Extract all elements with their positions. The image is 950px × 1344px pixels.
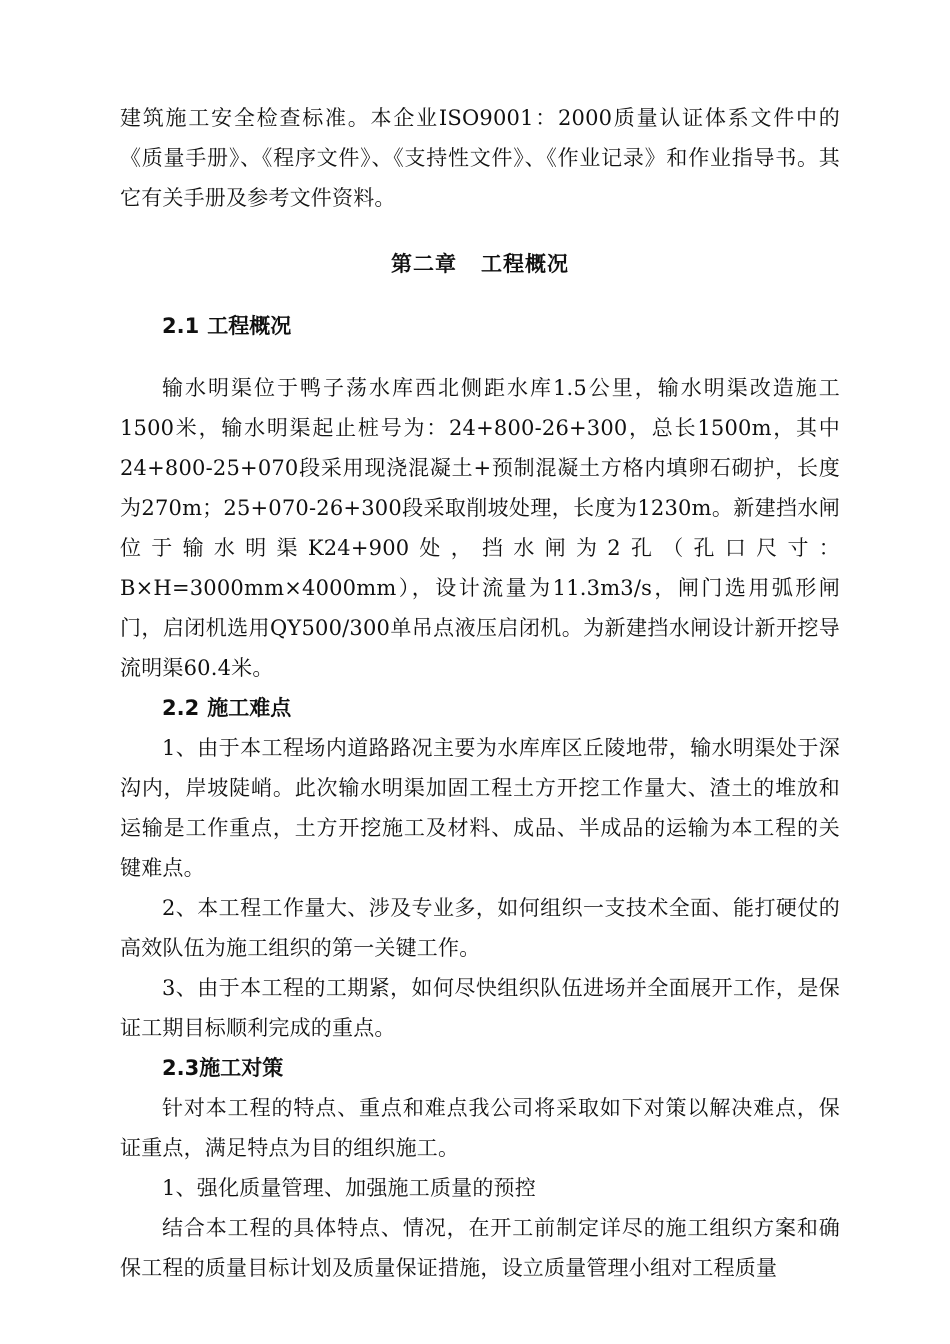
document-page bbox=[120, 98, 840, 1288]
section-heading-2-3 bbox=[120, 1048, 840, 1088]
section-title: 施工难点 bbox=[207, 696, 292, 720]
section-number: 2.1 bbox=[162, 314, 200, 338]
section-heading-2-1 bbox=[120, 306, 840, 346]
section-2-2-paragraph-3: 3、由于本工程的工期紧，如何尽快组织队伍进场并全面展开工作，是保证工期目标顺利完成的重点。 bbox=[120, 976, 840, 1040]
intro-paragraph: 建筑施工安全检查标准。本企业ISO9001：2000质量认证体系文件中的《质量手册》、《程序文件》、《支持性文件》、《作业记录》和作业指导书。其它有关手册及参考文件资料。 bbox=[120, 106, 840, 210]
section-2-3-paragraph-3: 结合本工程的具体特点、情况，在开工前制定详尽的施工组织方案和确保工程的质量目标计划及质量保证措施，设立质量管理小组对工程质量 bbox=[120, 1216, 840, 1280]
section-2-1-paragraph-1: 输水明渠位于鸭子荡水库西北侧距水库1.5公里，输水明渠改造施工1500米，输水明渠起止桩号为：24+800-26+300，总长1500m，其中24+800-25+070段采用现浇混凝土+预制混凝土方格内填卵石砌护，长度为270m；25+070-26+300段采取削坡处理，长度为1230m。新建挡水闸位于输水明渠K24+900处，挡水闸为2孔（孔口尺寸：B×H=3000mm×4000mm），设计流量为11.3m3/s，闸门选用弧形闸门，启闭机选用QY500/300单吊点液压启闭机。为新建挡水闸设计新开挖导流明渠60.4米。 bbox=[120, 376, 840, 680]
section-2-3-paragraph-1: 针对本工程的特点、重点和难点我公司将采取如下对策以解决难点，保证重点，满足特点为目的组织施工。 bbox=[120, 1096, 840, 1160]
section-2-2-paragraph-2: 2、本工程工作量大、涉及专业多，如何组织一支技术全面、能打硬仗的高效队伍为施工组织的第一关键工作。 bbox=[120, 896, 840, 960]
chapter-number: 第二章 bbox=[391, 252, 457, 276]
section-number: 2.2 bbox=[162, 696, 200, 720]
chapter-title: 工程概况 bbox=[481, 252, 569, 276]
section-2-3-paragraph-2: 1、强化质量管理、加强施工质量的预控 bbox=[162, 1176, 536, 1200]
section-number: 2.3 bbox=[162, 1056, 200, 1080]
section-2-2-paragraph-1: 1、由于本工程场内道路路况主要为水库库区丘陵地带，输水明渠处于深沟内，岸坡陡峭。此次输水明渠加固工程土方开挖工作量大、渣土的堆放和运输是工作重点，土方开挖施工及材料、成品、半成品的运输为本工程的关键难点。 bbox=[120, 736, 840, 880]
section-title: 工程概况 bbox=[207, 314, 292, 338]
chapter-heading bbox=[120, 244, 840, 284]
section-title: 施工对策 bbox=[199, 1056, 284, 1080]
section-heading-2-2 bbox=[120, 688, 840, 728]
